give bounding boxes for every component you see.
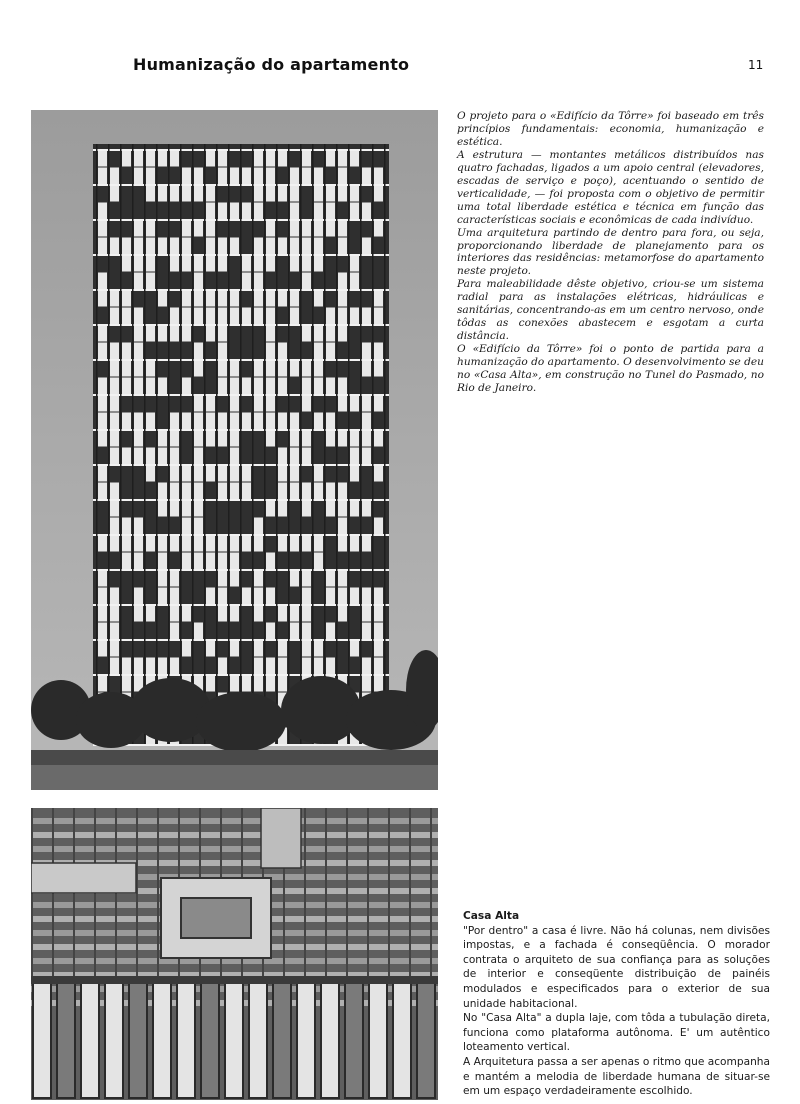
page-title: Humanização do apartamento <box>133 55 410 74</box>
article-paragraph: A estrutura — montantes metálicos distribuídos nas quatro fachadas, ligados a um apoio central (elevadores, escadas de serviço e poço), acentuando o sentido de verticalidade, — foi proposta com o objetivo de permitir uma total liberdade estética e técnica em função das características sociais e econômicas de cada indivíduo. <box>457 148 764 226</box>
caption-paragraph: No "Casa Alta" a dupla laje, com tôda a tubulação direta, funciona como plataforma autônoma. E' um autêntico loteamento vertical. <box>463 1012 770 1054</box>
page-number: 11 <box>748 58 764 72</box>
article-paragraph: Uma arquitetura partindo de dentro para fora, ou seja, proporcionando liberdade de planejamento para os interiores das residências: metamorfose do apartamento neste projeto. <box>457 226 764 278</box>
main-article-text <box>457 110 764 395</box>
article-paragraph: Para maleabilidade dêste objetivo, criou-se um sistema radial para as instalações elétricas, hidráulicas e sanitárias, concentrando-as em um centro nervoso, onde tôdas as conexões abastecem e esgotam a curta distância. <box>457 278 764 343</box>
article-paragraph: O projeto para o «Edifício da Tôrre» foi baseado em três princípios fundamentais: economia, humanização e estética. <box>457 110 764 148</box>
casa-alta-model-photo <box>31 808 438 1100</box>
caption-title: Casa Alta <box>463 910 520 922</box>
building-facade-photo <box>31 110 438 790</box>
caption-paragraph: A Arquitetura passa a ser apenas o ritmo que acompanha e mantém a melodia de liberdade humana de situar-se em um espaço verdadeiramente escolhido. <box>463 1055 770 1098</box>
article-paragraph: O «Edifício da Tôrre» foi o ponto de partida para a humanização do apartamento. O desenvolvimento se deu no «Casa Alta», em construção no Tunel do Pasmado, no Rio de Janeiro. <box>457 343 764 395</box>
caption-paragraph: "Por dentro" a casa é livre. Não há colunas, nem divisões impostas, e a fachada é conseqüência. O morador contrata o arquiteto de sua confiança para as soluções de interior e conseqüente distribuição de painéis modulados e especificados para o exterior de sua unidade habitacional. <box>463 924 770 1010</box>
casa-alta-caption <box>463 909 770 1099</box>
